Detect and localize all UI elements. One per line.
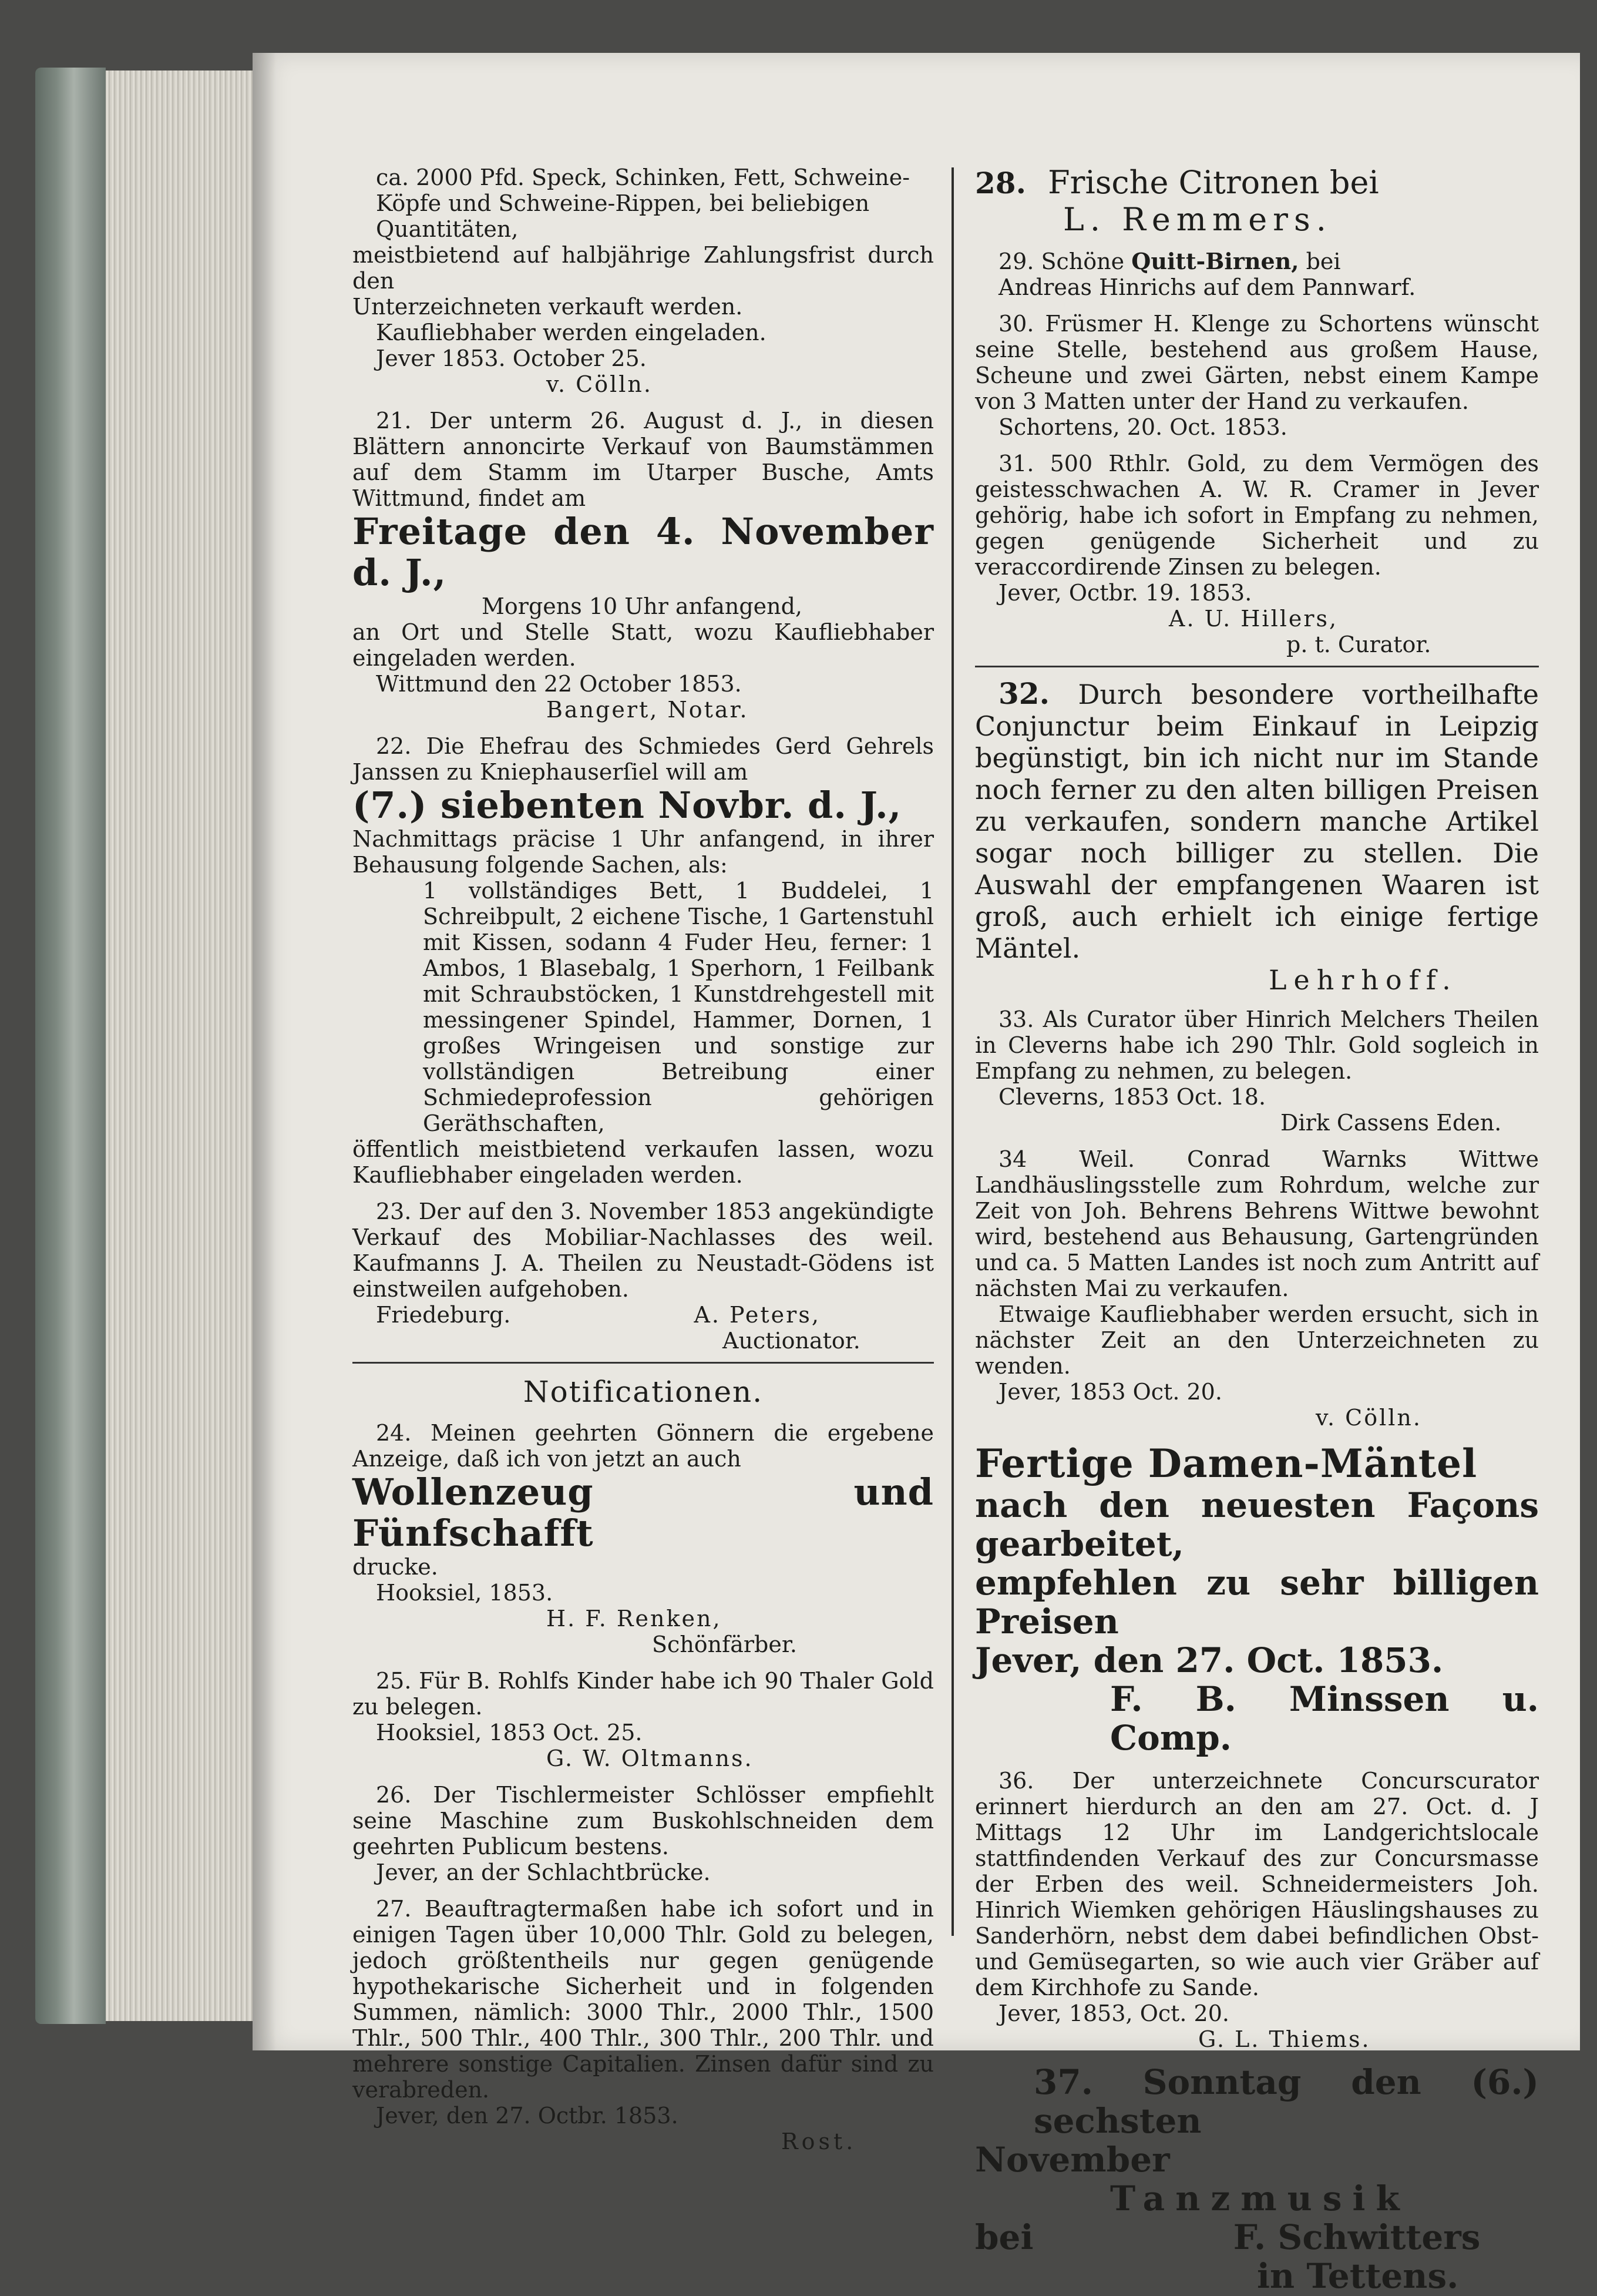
text-line: nach den neuesten Façons gearbeitet,: [975, 1485, 1539, 1564]
notice-headline: [975, 165, 1539, 202]
notice-place: Jever, 1853 Oct. 20.: [998, 1379, 1222, 1405]
item-list: 1 vollständiges Bett, 1 Buddelei, 1 Schreibpult, 2 eichene Tische, 1 Gartenstuhl mit Kissen, sodann 4 Fuder Heu, ferner: 1 Ambos, 1 Blasebalg, 1 Sperhorn, 1 Feilbank mit Schraubstöcken, 1 Kunstdrehgestell mit messingener Spindel, Hammer, Dornen, 1 großes Wringeisen und sonstige zur vollständigen Betreibung einer Schmiedeprofession gehörigen Geräthschaften,: [423, 878, 934, 1136]
notice-35: [975, 1441, 1539, 1757]
text-line: Jever, den 27. Oct. 1853.: [975, 1640, 1444, 1680]
notice-signature: v. Cölln.: [546, 371, 653, 397]
notice-text: 25. Für B. Rohlfs Kinder habe ich 90 Thaler Gold zu belegen.: [352, 1668, 934, 1720]
notice-signature: G. W. Oltmanns.: [546, 1746, 754, 1771]
notice-text: Etwaige Kaufliebhaber werden ersucht, sich in nächster Zeit an den Unterzeichneten zu wenden.: [975, 1301, 1539, 1379]
text-line: bei: [975, 2217, 1034, 2257]
notice-number: 32.: [998, 676, 1050, 711]
notice-34: [975, 1146, 1539, 1431]
notice-33: [975, 1006, 1539, 1136]
notice-signature: A. U. Hillers,: [1169, 606, 1339, 632]
notice-20: [352, 165, 934, 397]
text-line: Köpfe und Schweine-Rippen, bei beliebigen: [376, 190, 870, 216]
notice-text: 22. Die Ehefrau des Schmiedes Gerd Gehrels Janssen zu Kniephauserſiel will am: [352, 733, 934, 785]
notice-29: [975, 249, 1539, 300]
notice-place: Jever, den 27. Octbr. 1853.: [376, 2103, 678, 2129]
text-line: ca. 2000 Pfd. Speck, Schinken, Fett, Schweine-: [376, 165, 910, 190]
notice-signature: Dirk Cassens Eden.: [1280, 1110, 1502, 1136]
notice-signature: Rost.: [781, 2129, 857, 2154]
notice-place: in Tettens.: [1257, 2256, 1459, 2296]
notice-30: [975, 311, 1539, 440]
text-line: Morgens 10 Uhr anfangend,: [482, 593, 803, 619]
notice-text: 36. Der unterzeichnete Concurscurator erinnert hierdurch an den am 27. Oct. d. J Mittags 12 Uhr im Landgerichtslocale stattfindenden Verkauf des zur Concursmasse der Erben des weil. Schneidermeisters Joh. Hinrich Wiemken gehörigen Häuslingshauses zu Sanderhörn, nebst dem dabei befindlichen Obst- und Gemüsegarten, so wie auch vier Gräber auf dem Kirchhofe zu Sande.: [975, 1768, 1539, 2000]
notice-headline: (7.) siebenten Novbr. d. J.,: [352, 784, 902, 827]
notice-number: 28.: [975, 166, 1026, 200]
left-column: [352, 165, 934, 2154]
notice-signature: v. Cölln.: [1316, 1405, 1422, 1431]
notice-place: Jever, Octbr. 19. 1853.: [998, 580, 1252, 606]
text-line: 29. Schöne: [998, 249, 1125, 274]
notice-text: 34 Weil. Conrad Warnks Wittwe Landhäuslingsstelle zum Rohrdum, welche zur Zeit von Joh. Behrens Behrens Wittwe bewohnt wird, bestehend aus Behausung, Gartengründen und ca. 5 Matten Landes ist noch zum Antritt auf nächsten Mai zu verkaufen.: [975, 1146, 1539, 1301]
notice-27: [352, 1896, 934, 2154]
notice-headline: Fertige Damen-Mäntel: [975, 1441, 1478, 1486]
column-divider: [952, 167, 954, 1936]
notice-place: Hooksiel, 1853 Oct. 25.: [376, 1720, 643, 1746]
text-line: Andreas Hinrichs auf dem Pannwarf.: [998, 274, 1416, 300]
signature-title: Auctionator.: [722, 1328, 860, 1354]
notice-26: [352, 1782, 934, 1885]
notice-25: [352, 1668, 934, 1771]
notice-36: [975, 1768, 1539, 2052]
notice-place: Schortens, 20. Oct. 1853.: [998, 414, 1287, 440]
notice-text: an Ort und Stelle Statt, wozu Kaufliebhaber eingeladen werden.: [352, 619, 934, 671]
signature-title: p. t. Curator.: [1286, 632, 1431, 657]
notice-place: Jever, 1853, Oct. 20.: [998, 2000, 1229, 2026]
right-column: [975, 165, 1539, 2295]
notice-text: 26. Der Tischlermeister Schlösser empfiehlt seine Maschine zum Buskohlschneiden dem geehrten Publicum bestens.: [352, 1782, 934, 1859]
notice-text: 27. Beauftragtermaßen habe ich sofort und in einigen Tagen über 10,000 Thlr. Gold zu belegen, jedoch größtentheils nur gegen genügende hypothekarische Sicherheit und in folgenden Summen, nämlich: 3000 Thlr., 2000 Thlr., 1500 Thlr., 500 Thlr., 400 Thlr., 300 Thlr., 200 Thlr. und mehrere sonstige Capitalien. Zinsen dafür sind zu verabreden.: [352, 1896, 934, 2103]
notice-headline: Wollenzeug und Fünfschafft: [352, 1471, 934, 1555]
notice-signature: G. L. Thiems.: [1198, 2026, 1371, 2052]
page-gutter-shadow: [253, 53, 276, 2050]
notice-text: Nachmittags präcise 1 Uhr anfangend, in ihrer Behausung folgende Sachen, als:: [352, 826, 934, 878]
section-rule: [352, 1362, 934, 1364]
notice-21: [352, 408, 934, 723]
notice-headline: Tanzmusik: [1110, 2178, 1410, 2218]
notice-text: 31. 500 Rthlr. Gold, zu dem Vermögen des geistesschwachen A. W. R. Cramer in Jever gehörig, habe ich sofort in Empfang zu nehmen, gegen genügende Sicherheit und zu veraccordirende Zinsen zu belegen.: [975, 451, 1539, 580]
notice-signature: F. B. Minssen u. Comp.: [1110, 1679, 1539, 1758]
section-rule: [975, 666, 1539, 667]
text-line: 37. Sonntag den (6.) sechsten: [1034, 2062, 1539, 2141]
notice-place: Hooksiel, 1853.: [376, 1580, 553, 1606]
text-line: drucke.: [352, 1554, 438, 1580]
notice-text: 23. Der auf den 3. November 1853 angekündigte Verkauf des Mobiliar-Nachlasses des weil. Kaufmanns J. A. Theilen zu Neustadt-Gödens ist einstweilen aufgehoben.: [352, 1199, 934, 1302]
notice-23: [352, 1199, 934, 1354]
notice-date: Wittmund den 22 October 1853.: [376, 671, 742, 697]
book-spine: [35, 68, 106, 2024]
notice-31: [975, 451, 1539, 657]
notice-text: öffentlich meistbietend verkaufen lassen, wozu Kaufliebhaber eingeladen werden.: [352, 1136, 934, 1188]
text-line: [975, 249, 1539, 274]
notice-signature: Lehrhoff.: [1269, 964, 1458, 996]
notice-place: Friedeburg.: [376, 1302, 511, 1328]
notice-signature: A. Peters,: [694, 1302, 821, 1328]
notice-32: [975, 678, 1539, 996]
section-title: Notificationen.: [523, 1375, 764, 1409]
signature-title: Schönfärber.: [652, 1632, 797, 1657]
text-line: bei: [1306, 249, 1341, 274]
text-line: empfehlen zu sehr billigen Preisen: [975, 1563, 1539, 1642]
text-line: Kaufliebhaber werden eingeladen.: [376, 320, 766, 345]
notice-22: [352, 733, 934, 1188]
notice-24: [352, 1420, 934, 1657]
notice-28: [975, 165, 1539, 238]
notice-text: 30. Früsmer H. Klenge zu Schortens wünscht seine Stelle, bestehend aus großem Hause, Scheune und zwei Gärten, nebst einem Kampe von 3 Matten unter der Hand zu verkaufen.: [975, 311, 1539, 414]
notice-signature: H. F. Renken,: [546, 1606, 722, 1632]
text-line: November: [975, 2140, 1170, 2180]
signature-row: [352, 1302, 934, 1328]
text-line: Unterzeichneten verkauft werden.: [352, 294, 743, 320]
notice-text: [975, 678, 1539, 964]
notice-place: Jever, an der Schlachtbrücke.: [376, 1859, 711, 1885]
notice-signature: Bangert, Notar.: [546, 697, 749, 723]
notice-signature: L. Remmers.: [1063, 201, 1332, 238]
product-name: Quitt-Birnen,: [1131, 248, 1299, 274]
text-line: Frische Citronen bei: [1048, 164, 1379, 201]
notice-text: 24. Meinen geehrten Gönnern die ergebene Anzeige, daß ich von jetzt an auch: [352, 1420, 934, 1472]
notice-signature: F. Schwitters: [1233, 2217, 1481, 2257]
notice-37: [975, 2063, 1539, 2295]
notice-date: Jever 1853. October 25.: [376, 345, 647, 371]
text-line: [975, 2218, 1539, 2257]
notice-headline: Freitage den 4. November d. J.,: [352, 510, 934, 594]
notice-text: 33. Als Curator über Hinrich Melchers Theilen in Cleverns habe ich 290 Thlr. Gold sogleich in Empfang zu nehmen, zu belegen.: [975, 1006, 1539, 1084]
page-edges: [106, 71, 253, 2021]
notice-text: 21. Der unterm 26. August d. J., in diesen Blättern annoncirte Verkauf von Baumstämmen auf dem Stamm im Utarper Busche, Amts Wittmund, findet am: [352, 408, 934, 511]
notice-place: Cleverns, 1853 Oct. 18.: [998, 1084, 1266, 1110]
notice-text: Durch besondere vortheilhafte Conjunctur beim Einkauf in Leipzig begünstigt, bin ich nicht nur im Stande noch ferner zu den alten billigen Preisen zu verkaufen, sondern manche Artikel sogar noch billiger zu stellen. Die Auswahl der empfangenen Waaren ist groß, auch erhielt ich einige fertige Mäntel.: [975, 679, 1539, 964]
text-line: meistbietend auf halbjährige Zahlungsfrist durch den: [352, 242, 934, 294]
text-line: Quantitäten,: [376, 216, 519, 242]
